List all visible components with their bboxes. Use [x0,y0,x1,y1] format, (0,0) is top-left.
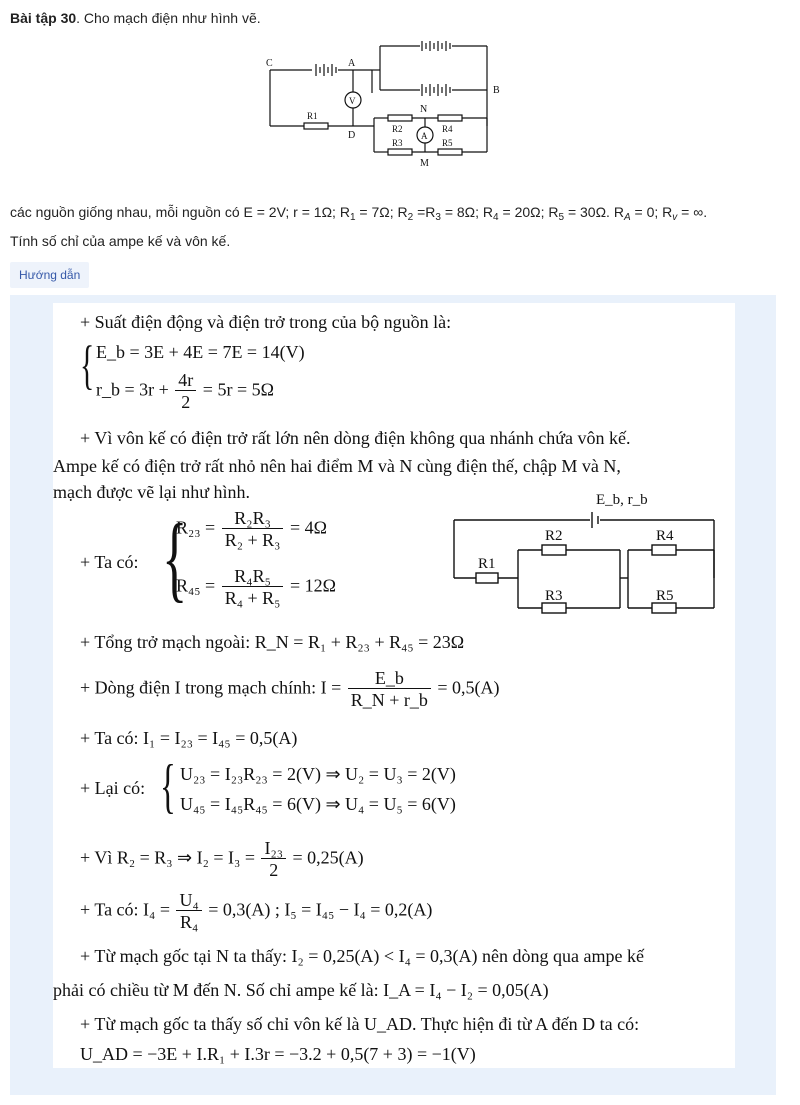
sol-line-2: E_b = 3E + 4E = 7E = 14(V) [96,342,305,362]
label-R1: R1 [307,111,318,121]
node-C: C [266,58,273,69]
r23-formula: R₂₃ = $\frac{\text{R₂R₃}}{\text{R₂ + R₃}}$ = 4Ω [176,508,327,550]
label-R1-redrawn: R1 [478,556,496,572]
label-R3-redrawn: R3 [545,588,563,604]
r45-formula: R₄₅ = $\frac{\text{R₄R₅}}{\text{R₄ + R₅}}$ = 12Ω [176,566,336,608]
node-A: A [348,58,356,69]
node-D: D [348,130,356,141]
sol-line-11-label: + Lại có: [80,778,146,798]
exercise-title [10,10,261,26]
circuit-diagram-original [262,38,512,170]
sol-line-6: mạch được vẽ lại như hình. [53,482,250,502]
sol-line-10: + Ta có: I₁ = I₂₃ = I₄₅ = 0,5(A) [80,728,298,748]
sol-line-4: + Vì vôn kế có điện trở rất lớn nên dòng điện không qua nhánh chứa vôn kế. [80,428,631,448]
sol-line-16: + Từ mạch gốc ta thấy số chỉ vôn kế là U_AD. Thực hiện đi từ A đến D ta có: [80,1014,640,1034]
sol-line-17: U_AD = −3E + I.R₁ + I.3r = −3.2 + 0,5(7 + 3) = −1(V) [80,1044,476,1064]
node-B: B [493,85,500,96]
given-values: các nguồn giống nhau, mỗi nguồn có E = 2V; r = 1Ω; $R_1 = 7\Omega$; $R_2 =R_3 = 8\Omega$; $R_4 = 20\Omega$; $R_5 = 30\Omega$. $R_A = 0$; $R_v$ = ∞. [10,204,708,223]
exercise-label: Bài tập 30 [10,10,77,26]
sol-line-3: r_b = 3r + $\frac{4r}{2}$ = 5r = 5Ω [96,370,274,412]
sol-line-14: + Từ mạch gốc tại N ta thấy: I₂ = 0,25(A) < I₄ = 0,3(A) nên dòng qua ampe kế [80,946,644,966]
sol-line-15: phải có chiều từ M đến N. Số chỉ ampe kế là: I_A = I₄ − I₂ = 0,05(A) [53,980,549,1000]
node-N: N [420,104,428,115]
voltmeter-label: V [349,96,356,106]
sol-line-13: + Ta có: I₄ = $\frac{\text{U₄}}{\text{R₄}}$ = 0,3(A) ; I₅ = I₄₅ − I₄ = 0,2(A) [80,890,433,932]
brace-3: { [160,753,176,819]
brace-1: { [80,335,95,395]
hint-button[interactable]: Hướng dẫn [10,262,89,288]
sol-line-7: + Ta có: [80,552,139,572]
ammeter-label: A [421,131,428,141]
brace-2: { [162,504,188,611]
label-R2-redrawn: R2 [545,528,563,544]
exercise-prompt: . Cho mạch điện như hình vẽ. [76,10,261,26]
label-Eb-rb: E_b, r_b [596,492,648,508]
sol-line-12: + Vì R₂ = R₃ ⇒ I₂ = I₃ = $\frac{\text{I₂₃}}{2}$ = 0,25(A) [80,838,364,880]
label-R3: R3 [392,138,403,148]
node-M: M [420,158,429,169]
sol-line-11-u45: U₄₅ = I₄₅R₄₅ = 6(V) ⇒ U₄ = U₅ = 6(V) [180,794,456,814]
sol-line-8: + Tổng trở mạch ngoài: R_N = R₁ + R₂₃ + R₄₅ = 23Ω [80,632,465,652]
sol-line-1: + Suất điện động và điện trở trong của bộ nguồn là: [80,312,452,332]
sol-line-5: Ampe kế có điện trở rất nhỏ nên hai điểm M và N cùng điện thế, chập M và N, [53,456,621,476]
question-text: Tính số chỉ của ampe kế và vôn kế. [10,233,231,249]
label-R5: R5 [442,138,453,148]
sol-line-11-u23: U₂₃ = I₂₃R₂₃ = 2(V) ⇒ U₂ = U₃ = 2(V) [180,764,456,784]
sol-line-9: + Dòng điện I trong mạch chính: I = $\frac{E\_b}{R\_N + r\_b}$ = 0,5(A) [80,668,500,710]
label-R2: R2 [392,124,403,134]
label-R4-redrawn: R4 [656,528,674,544]
label-R4: R4 [442,124,453,134]
label-R5-redrawn: R5 [656,588,674,604]
circuit-diagram-redrawn [450,488,730,628]
